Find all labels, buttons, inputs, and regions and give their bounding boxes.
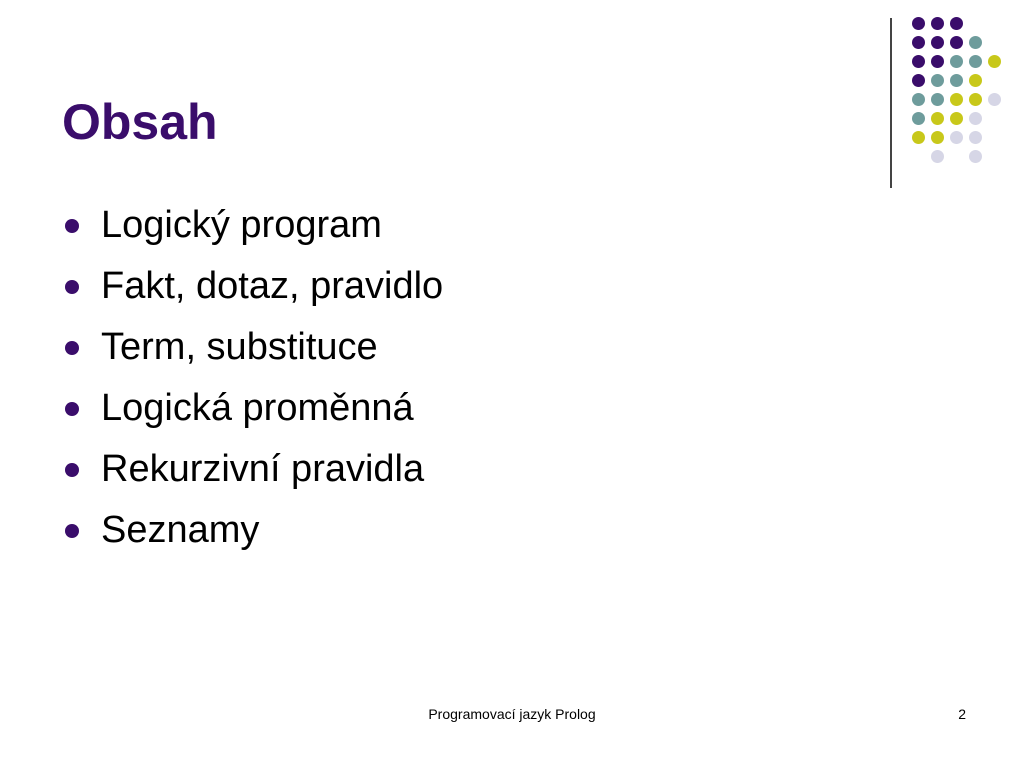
- decorative-dot-icon: [969, 150, 982, 163]
- decorative-dot-icon: [931, 17, 944, 30]
- decorative-dot-icon: [931, 55, 944, 68]
- list-item: [62, 256, 443, 317]
- decorative-dot-icon: [950, 131, 963, 144]
- decorative-dot-icon: [931, 93, 944, 106]
- list-item: [62, 500, 443, 561]
- list-item: [62, 317, 443, 378]
- decorative-dot-icon: [950, 17, 963, 30]
- decorative-dot-icon: [950, 74, 963, 87]
- bullet-label: Term, substituce: [101, 326, 378, 368]
- decorative-dot-icon: [931, 74, 944, 87]
- slide-title: Obsah: [62, 94, 218, 150]
- decorative-dot-icon: [988, 55, 1001, 68]
- page-number: 2: [958, 706, 966, 722]
- bullet-label: Logický program: [101, 204, 382, 246]
- decorative-dot-icon: [969, 93, 982, 106]
- decorative-dot-icon: [912, 74, 925, 87]
- decorative-dot-icon: [912, 36, 925, 49]
- decorative-dot-icon: [950, 93, 963, 106]
- vertical-divider: [890, 18, 892, 188]
- decorative-dot-icon: [931, 112, 944, 125]
- bullet-dot-icon: [65, 219, 79, 233]
- bullet-list: [62, 195, 443, 561]
- decorative-dot-icon: [931, 131, 944, 144]
- list-item: [62, 378, 443, 439]
- decorative-dot-icon: [950, 112, 963, 125]
- decorative-dot-icon: [912, 131, 925, 144]
- decorative-dot-icon: [912, 93, 925, 106]
- decorative-dot-icon: [931, 150, 944, 163]
- bullet-dot-icon: [65, 402, 79, 416]
- decorative-dot-icon: [950, 36, 963, 49]
- decorative-dot-icon: [912, 112, 925, 125]
- slide-footer: Programovací jazyk Prolog: [428, 706, 596, 722]
- decorative-dot-icon: [969, 112, 982, 125]
- bullet-label: Logická proměnná: [101, 387, 414, 429]
- bullet-dot-icon: [65, 463, 79, 477]
- bullet-dot-icon: [65, 280, 79, 294]
- bullet-label: Fakt, dotaz, pravidlo: [101, 265, 444, 307]
- decorative-dot-icon: [931, 36, 944, 49]
- list-item: [62, 195, 443, 256]
- list-item: [62, 439, 443, 500]
- bullet-dot-icon: [65, 341, 79, 355]
- bullet-label: Rekurzivní pravidla: [101, 448, 425, 490]
- decorative-dot-icon: [969, 131, 982, 144]
- decorative-dot-icon: [969, 74, 982, 87]
- bullet-label: Seznamy: [101, 509, 260, 551]
- decorative-dot-icon: [988, 93, 1001, 106]
- decorative-dot-icon: [912, 55, 925, 68]
- bullet-dot-icon: [65, 524, 79, 538]
- decorative-dot-icon: [969, 55, 982, 68]
- decorative-dot-icon: [950, 55, 963, 68]
- decorative-dot-icon: [912, 17, 925, 30]
- decorative-dot-icon: [969, 36, 982, 49]
